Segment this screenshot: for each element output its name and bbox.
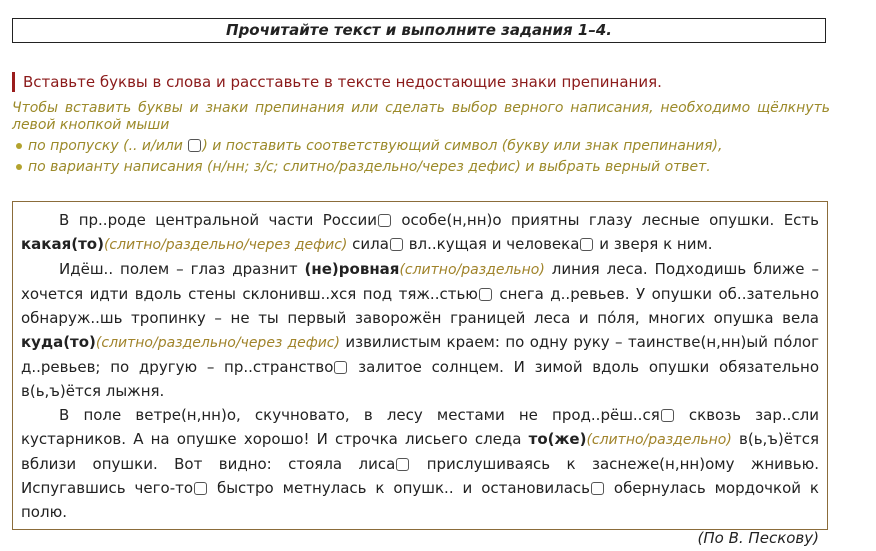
text-fragment[interactable]: извилистым краем: по одну руку – таинстве(н,нн)ый по́лог д..ревьев; по другую – пр..странство	[21, 333, 819, 376]
paragraph-1	[21, 208, 819, 257]
instructions-list	[12, 136, 830, 178]
instructions-intro: Чтобы вставить буквы и знаки препинания или сделать выбор верного написания, необходимо щёлкнуть левой кнопкой мыши	[12, 100, 830, 133]
instructions-item	[12, 157, 830, 178]
spelling-options[interactable]: (слитно/раздельно/через дефис)	[103, 237, 348, 253]
spelling-choice-word[interactable]: какая(то)	[21, 235, 104, 253]
text-fragment[interactable]: сквозь зар..сли кустарников. А на опушке хорошо! И строчка лисьего следа	[21, 406, 819, 448]
text-fragment[interactable]: снега д..ревьев. У опушки об..зательно обнаруж..шь тропинку – не ты первый заворожён границей леса и по́ля, многих опушка вела	[21, 285, 820, 327]
spelling-choice-word[interactable]: куда(то)	[21, 333, 96, 351]
instructions-item	[12, 136, 830, 157]
punctuation-gap[interactable]	[591, 482, 604, 495]
text-fragment[interactable]: вл..кущая и человека	[403, 235, 580, 253]
page-title: Прочитайте текст и выполните задания 1–4.	[12, 18, 826, 43]
punctuation-gap[interactable]	[194, 482, 207, 495]
instructions	[12, 100, 830, 178]
author-attribution: (По В. Пескову)	[697, 529, 819, 547]
punctuation-gap[interactable]	[661, 409, 674, 422]
text-fragment[interactable]: особе(н,нн)о приятны глазу лесные опушки. Есть	[391, 211, 820, 229]
punctuation-gap[interactable]	[390, 238, 403, 251]
text-fragment[interactable]: обернулась мордочкой к полю.	[21, 479, 819, 521]
spelling-options[interactable]: (слитно/раздельно)	[399, 262, 545, 278]
task-heading: Вставьте буквы в слова и расставьте в тексте недостающие знаки препинания.	[12, 72, 662, 92]
punctuation-gap[interactable]	[378, 214, 391, 227]
text-fragment[interactable]: сила	[347, 235, 389, 253]
punctuation-gap[interactable]	[580, 238, 593, 251]
instructions-text: ) и поставить соответствующий символ (букву или знак препинания),	[202, 138, 723, 154]
text-fragment[interactable]: линия леса. Подходишь ближе – хочется идти вдоль стены склонивш..хся под тяж..стью	[21, 260, 819, 303]
spelling-choice-word[interactable]: (не)ровная	[304, 260, 400, 278]
gap-box-icon	[188, 139, 201, 152]
text-fragment[interactable]: В поле ветре(н,нн)о, скучновато, в лесу местами не прод..рёш..ся	[59, 406, 660, 424]
text-fragment[interactable]: Идёш.. полем – глаз дразнит	[59, 260, 305, 278]
text-fragment[interactable]: и зверя к ним.	[594, 235, 713, 253]
instructions-text: по пропуску (.. и/или	[28, 138, 183, 154]
spelling-choice-word[interactable]: то(же)	[528, 430, 587, 448]
text-fragment[interactable]: В пр..роде центральной части России	[59, 211, 377, 229]
instructions-text: по варианту написания (н/нн; з/с; слитно/раздельно/через дефис) и выбрать верный ответ.	[28, 159, 711, 175]
punctuation-gap[interactable]	[396, 458, 409, 471]
text-fragment[interactable]: залитое солнцем. И зимой вдоль опушки обязательно в(ь,ъ)ётся лыжня.	[21, 358, 820, 400]
text-fragment[interactable]: быстро метнулась к опушк.. и остановилась	[208, 479, 590, 497]
punctuation-gap[interactable]	[479, 288, 492, 301]
exercise-text-box	[12, 201, 828, 547]
text-fragment[interactable]: прислушиваясь к заснеже(н,нн)ому жнивью. Испугавшись чего-то	[21, 455, 819, 497]
text-fragment[interactable]: в(ь,ъ)ётся вблизи опушки. Вот видно: стояла лиса	[21, 430, 819, 473]
paragraph-3	[21, 403, 819, 524]
punctuation-gap[interactable]	[334, 361, 347, 374]
spelling-options[interactable]: (слитно/раздельно/через дефис)	[95, 335, 340, 351]
paragraph-2	[21, 257, 819, 403]
spelling-options[interactable]: (слитно/раздельно)	[586, 432, 732, 448]
